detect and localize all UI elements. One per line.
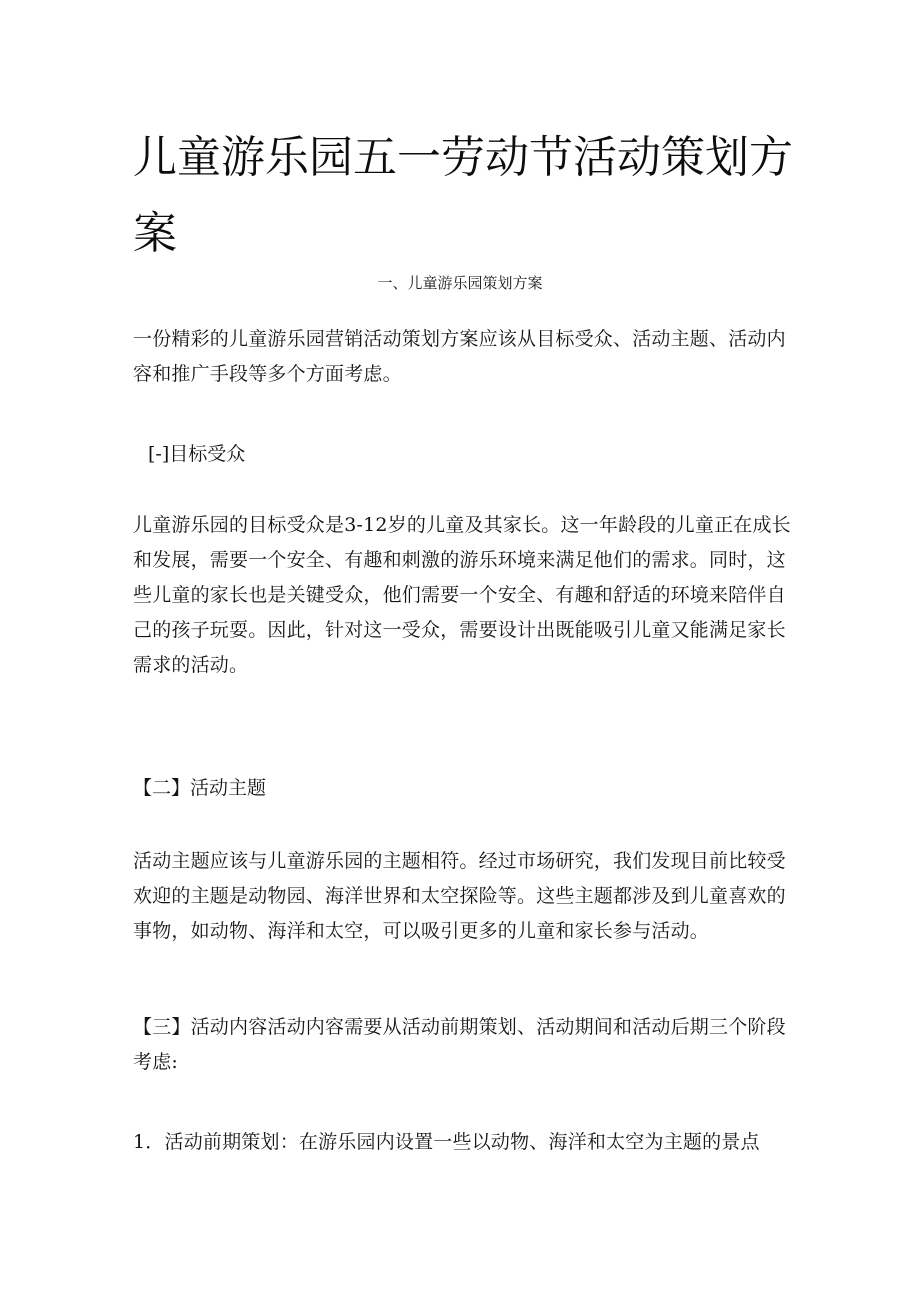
activity-content-paragraph: 【三】活动内容活动内容需要从活动前期策划、活动期间和活动后期三个阶段考虑:	[133, 1016, 786, 1073]
heading-activity-theme: 【二】活动主题	[133, 777, 267, 799]
pre-activity-planning-paragraph: 1．活动前期策划：在游乐园内设置一些以动物、海洋和太空为主题的景点	[133, 1131, 760, 1153]
heading-target-audience: [-]目标受众	[148, 443, 246, 465]
section-title: 一、儿童游乐园策划方案	[377, 274, 543, 292]
target-audience-paragraph: 儿童游乐园的目标受众是3-12岁的儿童及其家长。这一年龄段的儿童正在成长和发展，需要一个安全、有趣和刺激的游乐环境来满足他们的需求。同时，这些儿童的家长也是关键受众，他们需要一个安全、有趣和舒适的环境来陪伴自己的孩子玩耍。因此，针对这一受众，需要设计出既能吸引儿童又能满足家长需求的活动。	[133, 514, 791, 676]
intro-paragraph: 一份精彩的儿童游乐园营销活动策划方案应该从目标受众、活动主题、活动内容和推广手段等多个方面考虑。	[133, 328, 786, 385]
activity-theme-paragraph: 活动主题应该与儿童游乐园的主题相符。经过市场研究，我们发现目前比较受欢迎的主题是动物园、海洋世界和太空探险等。这些主题都涉及到儿童喜欢的事物，如动物、海洋和太空，可以吸引更多的儿童和家长参与活动。	[133, 850, 786, 942]
document-title: 儿童游乐园五一劳动节活动策划方案	[133, 132, 793, 259]
